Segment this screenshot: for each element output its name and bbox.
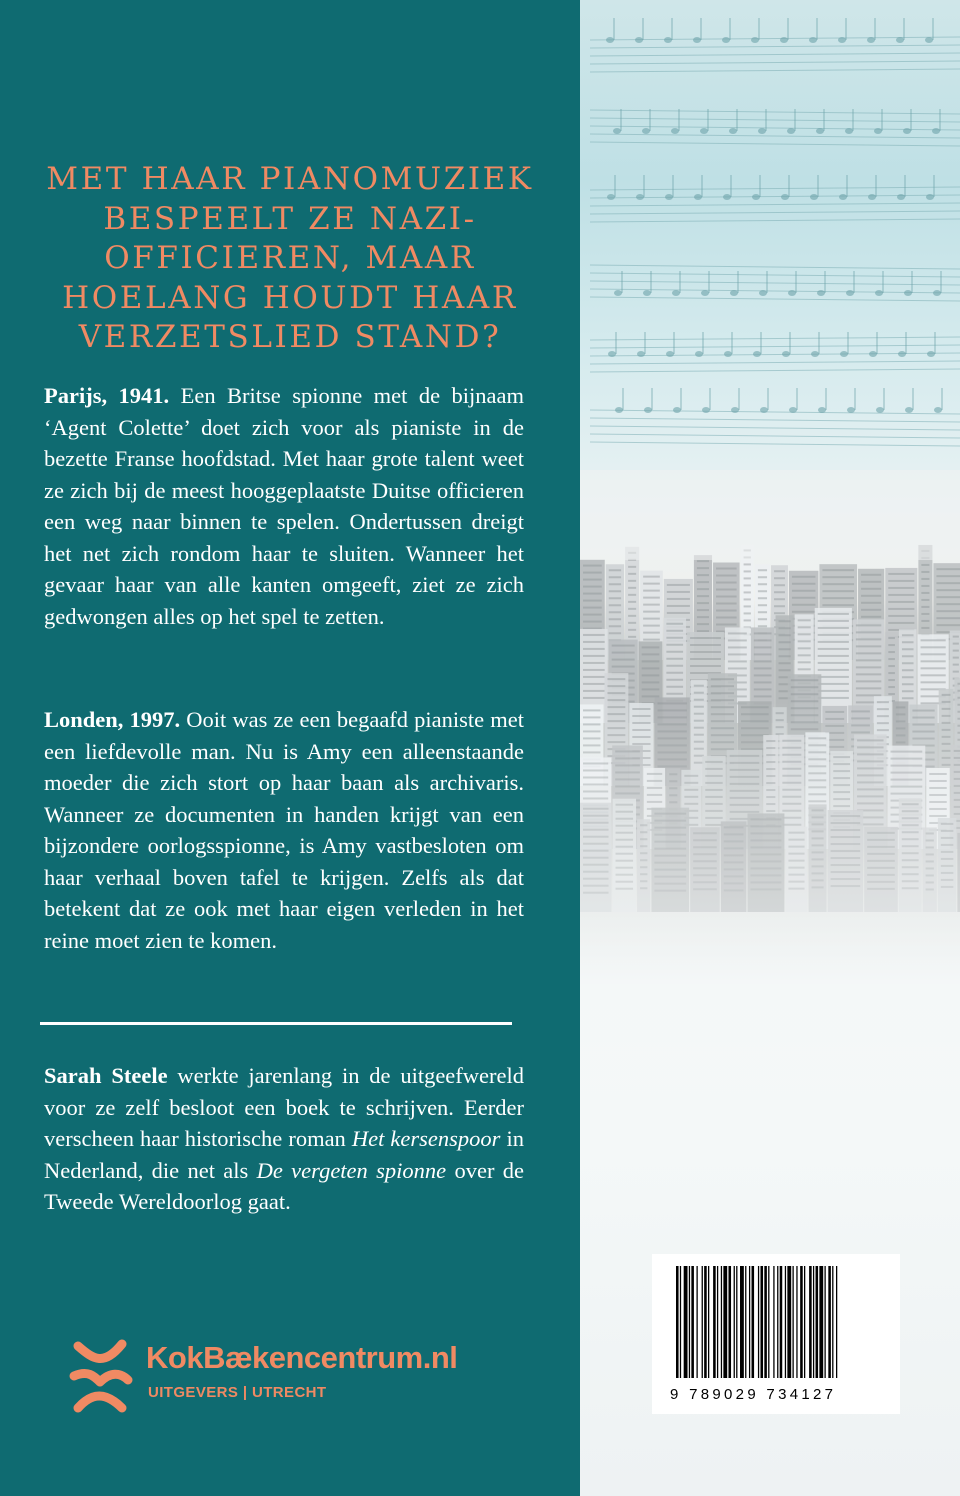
headline-line: VERZETSLIED STAND? — [78, 319, 502, 355]
barcode-digits: 9 789029 734127 — [670, 1386, 837, 1403]
publisher-name: KokBækencentrum.nl — [146, 1340, 458, 1375]
section-divider — [40, 1022, 512, 1025]
blurb-lead-paris: Parijs, 1941. — [44, 383, 170, 408]
publisher-logo — [64, 1336, 524, 1416]
blurb-text-paris: Een Britse spionne met de bijnaam ‘Agent Colette’ doet zich voor als pianiste in de bezette Franse hoofdstad. Met haar grote talent weet ze zich bij de meest hooggeplaatste Duitse officieren een weg naar binnen te spelen. Ondertussen dreigt het net zich rondom haar te sluiten. Wanneer het gevaar haar van alle kanten omgeeft, ziet ze zich gedwongen alles op het spel te zetten. — [44, 383, 525, 629]
blurb-paragraph-london — [44, 704, 524, 956]
author-bio-text: over de Tweede Wereldoorlog gaat. — [44, 1157, 524, 1214]
headline — [40, 160, 540, 358]
author-bio — [44, 1060, 524, 1218]
barcode-bars — [652, 1254, 900, 1384]
isbn-barcode — [652, 1254, 900, 1414]
blurb-lead-london: Londen, 1997. — [44, 707, 181, 732]
book-title: Het kersenspoor — [351, 1126, 501, 1151]
blurb-paragraph-paris — [44, 380, 524, 632]
headline-line: MET HAAR PIANOMUZIEK — [46, 161, 534, 197]
author-bio-text: werkte jarenlang in de uitgeefwereld voor ze zelf besloot een boek te schrijven. Eerder verscheen haar historische roman — [44, 1063, 525, 1151]
publisher-subtitle: UITGEVERS | UTRECHT — [148, 1384, 327, 1401]
headline-line: BESPEELT ZE NAZI- — [103, 200, 477, 237]
headline-line: HOELANG HOUDT HAAR — [62, 279, 518, 316]
blurb-text-london: Ooit was ze een begaafd pianiste met een liefdevolle man. Nu is Amy een alleenstaande moeder die zich stort op haar baan als archivaris. Wanneer ze documenten in handen krijgt van een bijzondere oorlogsspionne, is Amy vastbesloten om haar verhaal boven tafel te krijgen. Zelfs als dat betekent dat ze ook met haar eigen verleden in het reine moet zien te komen. — [44, 707, 524, 953]
author-bio-text: in Nederland, die net als — [44, 1126, 524, 1183]
author-name: Sarah Steele — [44, 1063, 168, 1088]
kok-x-logo-icon — [64, 1336, 136, 1416]
book-title: De vergeten spionne — [256, 1157, 447, 1183]
headline-line: OFFICIEREN, MAAR — [104, 240, 476, 276]
